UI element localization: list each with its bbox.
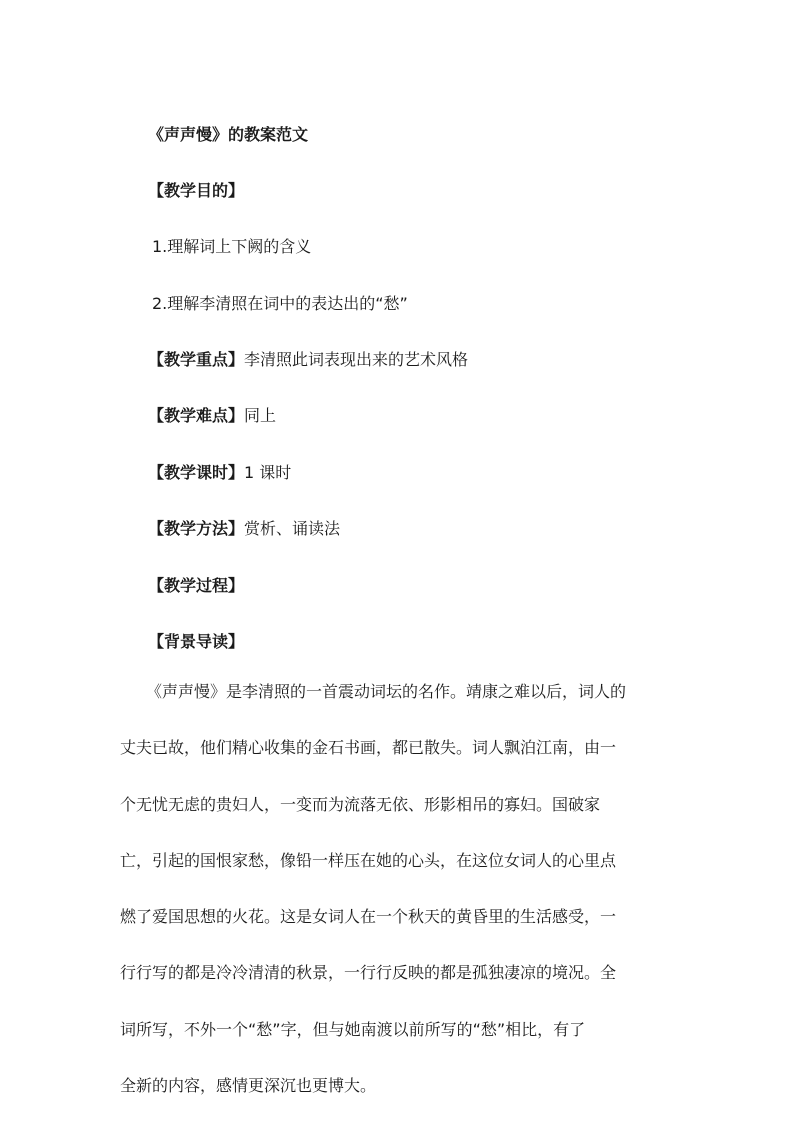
key-point-label: 【教学重点】 [148, 350, 245, 369]
paragraph-line: 燃了爱国思想的火花。这是女词人在一个秋天的黄昏里的生活感受，一 [120, 907, 617, 927]
key-point-row [148, 349, 468, 371]
document-title: 《声声慢》的教案范文 [148, 125, 309, 144]
background-paragraph [120, 681, 680, 1131]
paragraph-line: 词所写，不外一个“愁”字，但与她南渡以前所写的“愁”相比，有了 [120, 1019, 586, 1039]
key-point-value: 李清照此词表现出来的艺术风格 [244, 350, 469, 369]
paragraph-line: 个无忧无虑的贵妇人，一变而为流落无依、形影相吊的寡妇。国破家 [120, 794, 601, 814]
goal-item: 2.理解李清照在词中的表达出的“愁” [152, 294, 408, 313]
method-label: 【教学方法】 [148, 519, 245, 538]
paragraph-line: 全新的内容，感情更深沉也更博大。 [120, 1076, 377, 1096]
difficulty-row [148, 405, 276, 427]
background-heading: 【背景导读】 [148, 632, 245, 651]
hours-label: 【教学课时】 [148, 463, 245, 482]
method-value: 赏析、诵读法 [244, 519, 341, 538]
goal-heading: 【教学目的】 [148, 181, 245, 200]
hours-row [148, 462, 291, 484]
method-row [148, 518, 340, 540]
difficulty-label: 【教学难点】 [148, 406, 245, 425]
paragraph-line: 《声声慢》是李清照的一首震动词坛的名作。靖康之难以后，词人的 [146, 682, 627, 701]
paragraph-line: 丈夫已故，他们精心收集的金石书画，都已散失。词人飘泊江南，由一 [120, 738, 617, 758]
paragraph-line: 亡，引起的国恨家愁，像铅一样压在她的心头，在这位女词人的心里点 [120, 850, 617, 870]
paragraph-line: 行行写的都是冷冷清清的秋景，一行行反映的都是孤独凄凉的境况。全 [120, 963, 617, 983]
difficulty-value: 同上 [244, 406, 277, 425]
process-heading: 【教学过程】 [148, 576, 245, 595]
goal-item: 1.理解词上下阙的含义 [152, 237, 312, 256]
hours-value: 1 课时 [244, 463, 292, 482]
